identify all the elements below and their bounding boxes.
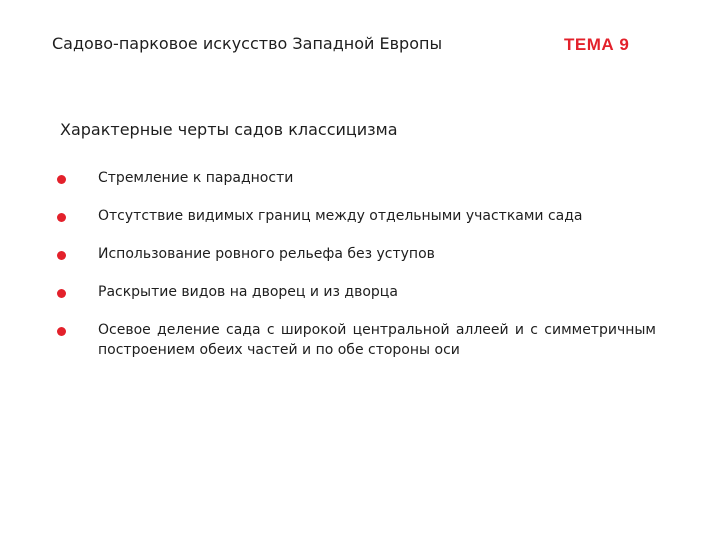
topic-label: ТЕМА 9 (564, 35, 630, 54)
list-item (56, 168, 656, 188)
list-item (56, 282, 656, 302)
bullet-dot-icon (57, 289, 66, 298)
list-item-text: Осевое деление сада с широкой центральной аллеей и с симметричным построением обеих частей и по обе стороны оси (98, 322, 656, 358)
list-item-text: Отсутствие видимых границ между отдельными участками сада (98, 208, 583, 224)
section-heading: Характерные черты садов классицизма (60, 120, 398, 139)
list-item (56, 244, 656, 264)
list-item (56, 206, 656, 226)
course-title: Садово-парковое искусство Западной Европы (52, 34, 443, 53)
list-item-text: Раскрытие видов на дворец и из дворца (98, 284, 398, 300)
bullet-dot-icon (57, 327, 66, 336)
bullet-dot-icon (57, 175, 66, 184)
bullet-dot-icon (57, 213, 66, 222)
bullet-dot-icon (57, 251, 66, 260)
list-item (56, 320, 656, 360)
list-item-text: Стремление к парадности (98, 170, 294, 186)
list-item-text: Использование ровного рельефа без уступов (98, 246, 435, 262)
bullet-list (56, 168, 656, 378)
